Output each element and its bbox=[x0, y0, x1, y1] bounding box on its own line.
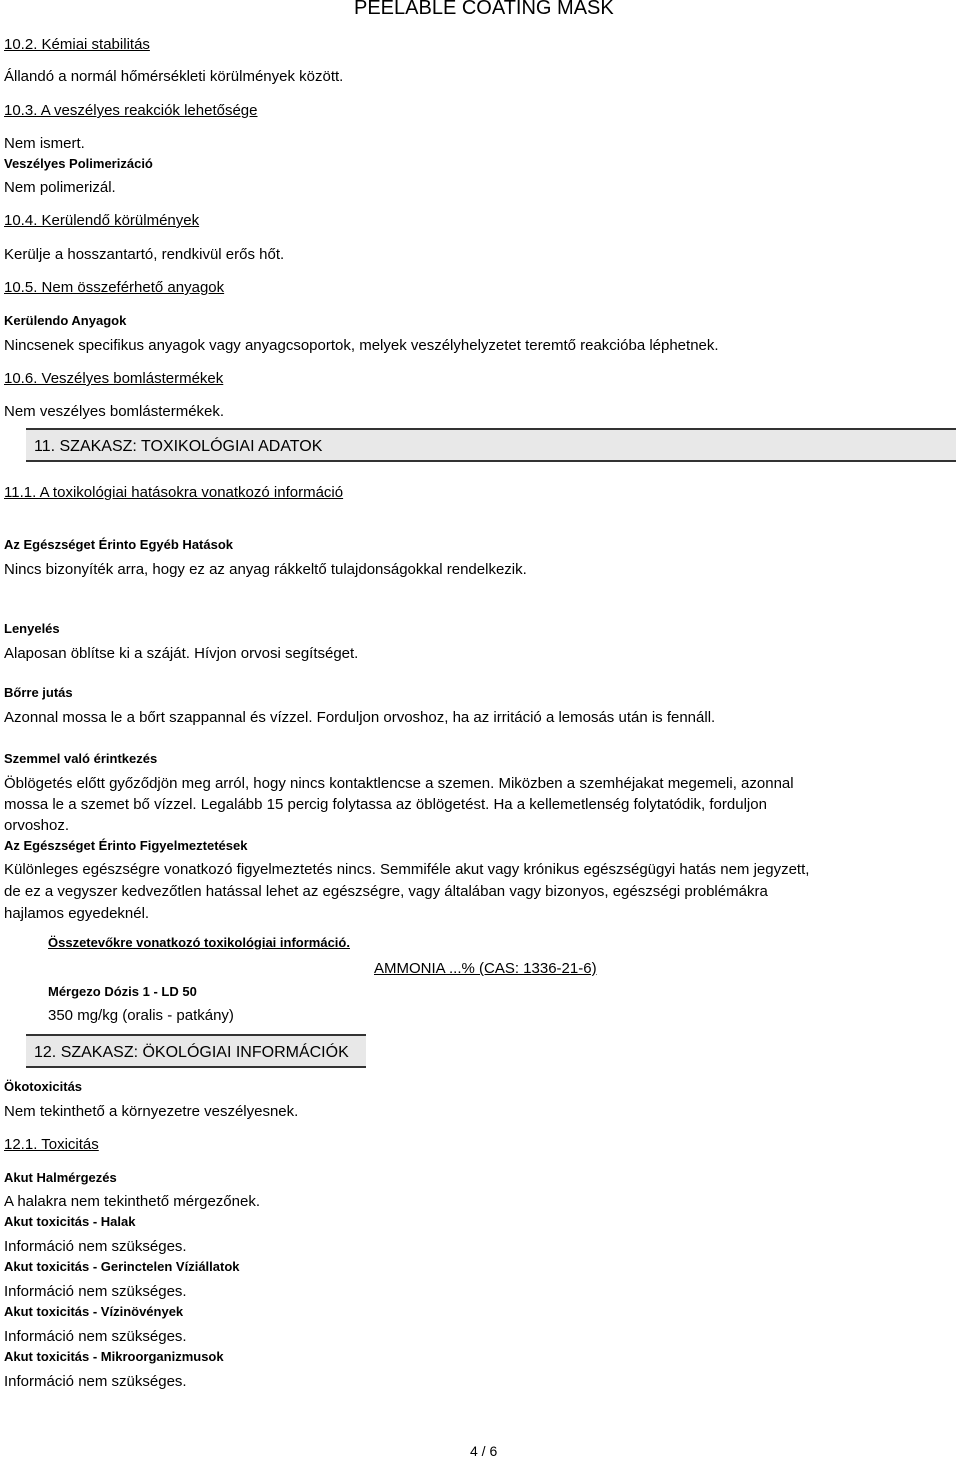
tox-plants-subheading: Akut toxicitás - Vízinövények bbox=[4, 1304, 184, 1319]
tox-micro-subheading: Akut toxicitás - Mikroorganizmusok bbox=[4, 1349, 224, 1364]
section-10-2-title: 10.2. Kémiai stabilitás bbox=[4, 36, 150, 53]
section-10-6-title: 10.6. Veszélyes bomlástermékek bbox=[4, 370, 224, 387]
eye-contact-text-1: Öblögetés előtt győződjön meg arról, hogy nincs kontaktlencse a szemen. Miközben a szemhéjakat megemeli, azonnal bbox=[4, 775, 794, 792]
health-warnings-subheading: Az Egészséget Érinto Figyelmeztetések bbox=[4, 838, 248, 853]
ld50-text: 350 mg/kg (oralis - patkány) bbox=[48, 1007, 234, 1024]
skin-contact-subheading: Bőrre jutás bbox=[4, 685, 73, 700]
eye-contact-subheading: Szemmel való érintkezés bbox=[4, 751, 158, 766]
eye-contact-text-3: orvoshoz. bbox=[4, 817, 70, 834]
product-title: PEELABLE COATING MASK bbox=[354, 0, 614, 19]
tox-invertebrates-subheading: Akut toxicitás - Gerinctelen Víziállatok bbox=[4, 1259, 240, 1274]
section-11-1-title: 11.1. A toxikológiai hatásokra vonatkozó információ bbox=[4, 484, 344, 501]
section-10-4-title: 10.4. Kerülendő körülmények bbox=[4, 212, 200, 229]
section-10-5-text: Nincsenek specifikus anyagok vagy anyagcsoportok, melyek veszélyhelyzetet teremtő reakcióba léphetnek. bbox=[4, 337, 719, 354]
page-number: 4 / 6 bbox=[470, 1443, 498, 1459]
section-10-4-text: Kerülje a hosszantartó, rendkivül erős hőt. bbox=[4, 246, 285, 263]
section-10-5-title: 10.5. Nem összeférhető anyagok bbox=[4, 279, 225, 296]
polymerization-subheading: Veszélyes Polimerizáció bbox=[4, 156, 153, 171]
component-tox-title: Összetevőkre vonatkozó toxikológiai információ. bbox=[48, 935, 350, 950]
ld50-subheading: Mérgezo Dózis 1 - LD 50 bbox=[48, 984, 197, 999]
section-10-2-text: Állandó a normál hőmérsékleti körülmények között. bbox=[4, 68, 344, 85]
tox-micro-text: Információ nem szükséges. bbox=[4, 1373, 187, 1390]
section-10-3-text: Nem ismert. bbox=[4, 135, 85, 152]
health-warnings-text-3: hajlamos egyedeknél. bbox=[4, 905, 150, 922]
section-10-6-text: Nem veszélyes bomlástermékek. bbox=[4, 403, 225, 420]
component-name: AMMONIA ...% (CAS: 1336-21-6) bbox=[374, 960, 597, 977]
ingestion-subheading: Lenyelés bbox=[4, 621, 60, 636]
section-10-3-title: 10.3. A veszélyes reakciók lehetősége bbox=[4, 102, 258, 119]
fish-acute-text: A halakra nem tekinthető mérgezőnek. bbox=[4, 1193, 260, 1210]
health-effects-subheading: Az Egészséget Érinto Egyéb Hatások bbox=[4, 537, 234, 552]
health-warnings-text-1: Különleges egészségre vonatkozó figyelmeztetés nincs. Semmiféle akut vagy krónikus egészségügyi hatás nem jegyzett, bbox=[4, 861, 810, 878]
fish-acute-subheading: Akut Halmérgezés bbox=[4, 1170, 117, 1185]
section-12-band bbox=[26, 1034, 366, 1068]
health-effects-text: Nincs bizonyíték arra, hogy ez az anyag rákkeltő tulajdonságokkal rendelkezik. bbox=[4, 561, 527, 578]
tox-fish-text: Információ nem szükséges. bbox=[4, 1238, 187, 1255]
avoid-materials-subheading: Kerülendo Anyagok bbox=[4, 313, 127, 328]
ecotoxicity-subheading: Ökotoxicitás bbox=[4, 1079, 83, 1094]
ecotoxicity-text: Nem tekinthető a környezetre veszélyesnek. bbox=[4, 1103, 299, 1120]
section-12-title: 12. SZAKASZ: ÖKOLÓGIAI INFORMÁCIÓK bbox=[34, 1044, 349, 1061]
tox-fish-subheading: Akut toxicitás - Halak bbox=[4, 1214, 136, 1229]
section-11-title: 11. SZAKASZ: TOXIKOLÓGIAI ADATOK bbox=[34, 438, 323, 455]
polymerization-text: Nem polimerizál. bbox=[4, 179, 116, 196]
tox-plants-text: Információ nem szükséges. bbox=[4, 1328, 187, 1345]
ingestion-text: Alaposan öblítse ki a száját. Hívjon orvosi segítséget. bbox=[4, 645, 359, 662]
health-warnings-text-2: de ez a vegyszer kedvezőtlen hatással lehet az egészségre, vagy általában vagy bizonyos, egészségi problémákra bbox=[4, 883, 768, 900]
section-12-1-title: 12.1. Toxicitás bbox=[4, 1136, 99, 1153]
section-11-band bbox=[26, 428, 956, 462]
tox-invertebrates-text: Információ nem szükséges. bbox=[4, 1283, 187, 1300]
skin-contact-text: Azonnal mossa le a bőrt szappannal és vízzel. Forduljon orvoshoz, ha az irritáció a lemosás után is fennáll. bbox=[4, 709, 716, 726]
eye-contact-text-2: mossa le a szemet bő vízzel. Legalább 15 percig folytassa az öblögetést. Ha a kellemetlenség folytatódik, forduljon bbox=[4, 796, 767, 813]
